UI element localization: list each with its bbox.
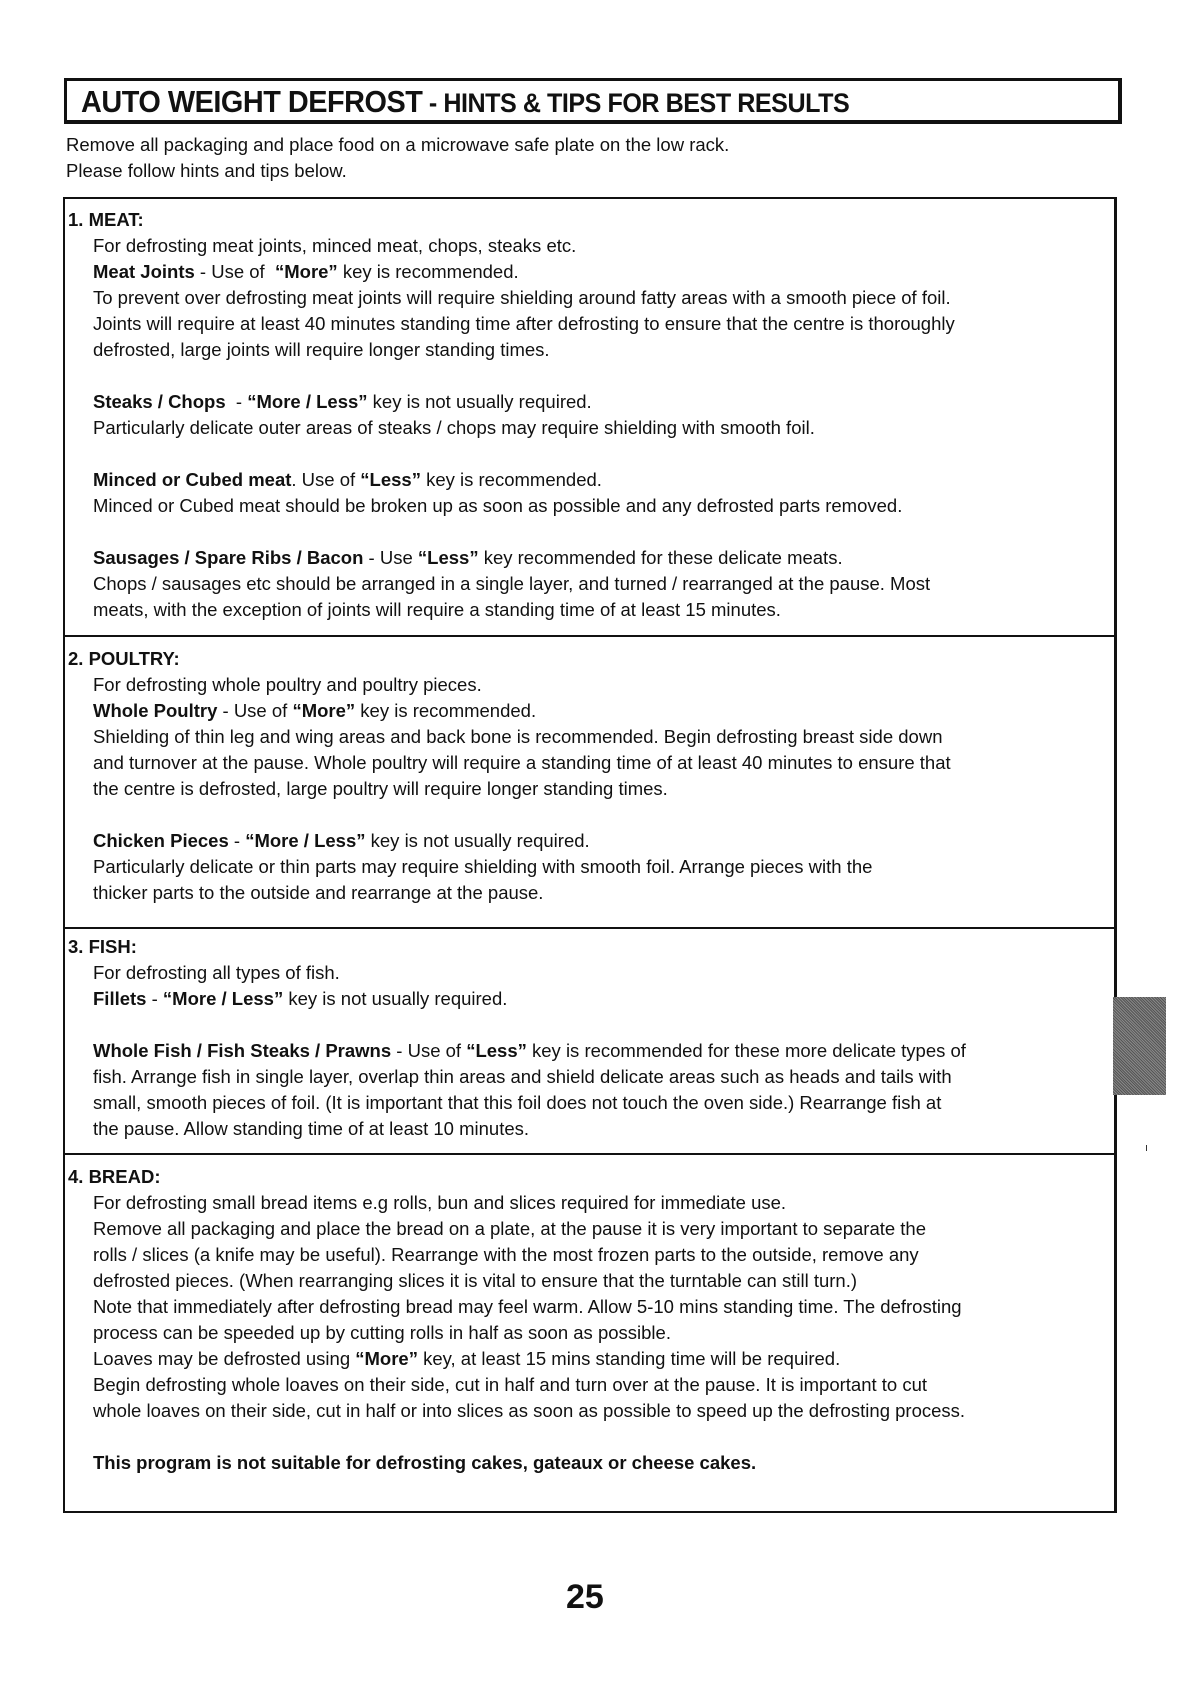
text: small, smooth pieces of foil. (It is important that this foil does not touch the oven side.) Rearrange fish at (93, 1092, 942, 1113)
bold-text: Sausages / Spare Ribs / Bacon (93, 547, 364, 568)
text: For defrosting meat joints, minced meat, chops, steaks etc. (93, 235, 577, 256)
bold-text: “More” (274, 261, 338, 282)
text-line (68, 828, 1114, 854)
text: - Use of (217, 700, 293, 721)
bold-text: Whole Fish / Fish Steaks / Prawns (93, 1040, 392, 1061)
intro-line: Please follow hints and tips below. (66, 160, 347, 181)
text: fish. Arrange fish in single layer, overlap thin areas and shield delicate areas such as heads and tails with (93, 1066, 952, 1087)
text: - (146, 988, 163, 1009)
bold-text: Chicken Pieces (93, 830, 229, 851)
bold-text: “More” (355, 1348, 418, 1369)
text: Loaves may be defrosted using (93, 1348, 356, 1369)
text-line (68, 724, 1114, 750)
text-line (68, 880, 1114, 906)
text-line (68, 285, 1114, 311)
bold-text: Fillets (93, 988, 147, 1009)
text: defrosted pieces. (When rearranging slices it is vital to ensure that the turntable can still turn.) (93, 1270, 858, 1291)
text-line (68, 1064, 1114, 1090)
text: the pause. Allow standing time of at least 10 minutes. (93, 1118, 530, 1139)
text-line (68, 259, 1114, 285)
intro-line: Remove all packaging and place food on a microwave safe plate on the low rack. (66, 134, 730, 155)
text: For defrosting small bread items e.g rolls, bun and slices required for immediate use. (93, 1192, 787, 1213)
text-line (68, 1216, 1114, 1242)
page-number: 25 (566, 1578, 604, 1616)
text-line (68, 1116, 1114, 1142)
text-line (68, 1450, 1114, 1476)
section-heading: 1. MEAT: (68, 209, 144, 230)
text-line (68, 986, 1114, 1012)
section-meat (68, 207, 1114, 623)
text-line (68, 311, 1114, 337)
text: To prevent over defrosting meat joints will require shielding around fatty areas with a smooth piece of foil. (93, 287, 951, 308)
text: key is recommended for these more delicate types of (526, 1040, 966, 1061)
text-line (68, 389, 1114, 415)
text: Chops / sausages etc should be arranged in a single layer, and turned / rearranged at the pause. Most (93, 573, 931, 594)
section-fish (68, 934, 1114, 1142)
text: Particularly delicate outer areas of steaks / chops may require shielding with smooth foil. (93, 417, 815, 438)
text: key, at least 15 mins standing time will be required. (417, 1348, 841, 1369)
text: Remove all packaging and place the bread on a plate, at the pause it is very important to separate the (93, 1218, 927, 1239)
text-line (68, 1294, 1114, 1320)
chapter-tab-marker (1113, 997, 1166, 1095)
section-bread (68, 1164, 1114, 1476)
bold-text: “More / Less” (247, 391, 368, 412)
title-main: AUTO WEIGHT DEFROST (81, 84, 423, 119)
text: Joints will require at least 40 minutes standing time after defrosting to ensure that the centre is thoroughly (93, 313, 955, 334)
text: key is recommended. (420, 469, 602, 490)
section-heading: 2. POULTRY: (68, 648, 180, 669)
text: - Use of (194, 261, 275, 282)
text: key is not usually required. (365, 830, 590, 851)
bold-text: Whole Poultry (93, 700, 218, 721)
text-line (68, 1346, 1114, 1372)
text-line (68, 1038, 1114, 1064)
text-line (68, 1090, 1114, 1116)
title-box (64, 78, 1122, 124)
text-line (68, 233, 1114, 259)
bold-text: “More / Less” (245, 830, 366, 851)
bold-text: “Less” (466, 1040, 527, 1061)
text-line (68, 698, 1114, 724)
text-line (68, 1372, 1114, 1398)
text-line (68, 1268, 1114, 1294)
text-line (68, 854, 1114, 880)
text-line (68, 776, 1114, 802)
text: and turnover at the pause. Whole poultry will require a standing time of at least 40 minutes to ensure that (93, 752, 951, 773)
text-line (68, 545, 1114, 571)
text: Note that immediately after defrosting bread may feel warm. Allow 5-10 mins standing time. The defrosting (93, 1296, 962, 1317)
text-line (68, 571, 1114, 597)
blank-line (68, 1424, 1114, 1450)
text: key is recommended. (337, 261, 519, 282)
margin-mark (1146, 1145, 1147, 1151)
section-divider (65, 635, 1114, 637)
bold-text: “Less” (417, 547, 479, 568)
text-line (68, 960, 1114, 986)
text: Minced or Cubed meat should be broken up as soon as possible and any defrosted parts removed. (93, 495, 903, 516)
bold-text: “Less” (360, 469, 421, 490)
section-heading: 3. FISH: (68, 936, 137, 957)
blank-line (68, 441, 1114, 467)
bold-text: Minced or Cubed meat (93, 469, 292, 490)
text: thicker parts to the outside and rearrange at the pause. (93, 882, 544, 903)
text-line (68, 337, 1114, 363)
page-title (81, 84, 849, 120)
text: the centre is defrosted, large poultry will require longer standing times. (93, 778, 668, 799)
text: key is not usually required. (367, 391, 592, 412)
text-line (68, 415, 1114, 441)
text: Shielding of thin leg and wing areas and back bone is recommended. Begin defrosting breast side down (93, 726, 943, 747)
text: Begin defrosting whole loaves on their side, cut in half and turn over at the pause. It is important to cut (93, 1374, 928, 1395)
section-divider (65, 1153, 1114, 1155)
text: whole loaves on their side, cut in half or into slices as soon as possible to speed up the defrosting process. (93, 1400, 966, 1421)
bold-text: This program is not suitable for defrosting cakes, gateaux or cheese cakes. (93, 1452, 757, 1473)
blank-line (68, 1012, 1114, 1038)
text: . Use of (291, 469, 361, 490)
bold-text: “More” (292, 700, 356, 721)
text-line (68, 493, 1114, 519)
text-line (68, 1398, 1114, 1424)
text-line (68, 1320, 1114, 1346)
text: For defrosting all types of fish. (93, 962, 340, 983)
title-sub: - HINTS & TIPS FOR BEST RESULTS (422, 88, 850, 118)
text: rolls / slices (a knife may be useful). Rearrange with the most frozen parts to the outside, remove any (93, 1244, 919, 1265)
text: - Use (363, 547, 418, 568)
text: Particularly delicate or thin parts may require shielding with smooth foil. Arrange pieces with the (93, 856, 873, 877)
text-line (68, 597, 1114, 623)
intro-text (66, 132, 729, 184)
text: - Use of (391, 1040, 467, 1061)
blank-line (68, 363, 1114, 389)
bold-text: Meat Joints (93, 261, 195, 282)
bold-text: Steaks / Chops (93, 391, 226, 412)
text: For defrosting whole poultry and poultry pieces. (93, 674, 482, 695)
text-line (68, 672, 1114, 698)
blank-line (68, 519, 1114, 545)
section-poultry (68, 646, 1114, 906)
text: meats, with the exception of joints will require a standing time of at least 15 minutes. (93, 599, 781, 620)
text: - (228, 830, 246, 851)
text: key recommended for these delicate meats. (478, 547, 843, 568)
text: key is recommended. (355, 700, 537, 721)
text: defrosted, large joints will require longer standing times. (93, 339, 550, 360)
text-line (68, 750, 1114, 776)
text: process can be speeded up by cutting rolls in half as soon as possible. (93, 1322, 671, 1343)
section-divider (65, 927, 1114, 929)
text-line (68, 1190, 1114, 1216)
text: key is not usually required. (283, 988, 508, 1009)
section-heading: 4. BREAD: (68, 1166, 161, 1187)
blank-line (68, 802, 1114, 828)
text-line (68, 1242, 1114, 1268)
text-line (68, 467, 1114, 493)
hints-box (63, 197, 1117, 1513)
bold-text: “More / Less” (162, 988, 284, 1009)
text: - (225, 391, 248, 412)
